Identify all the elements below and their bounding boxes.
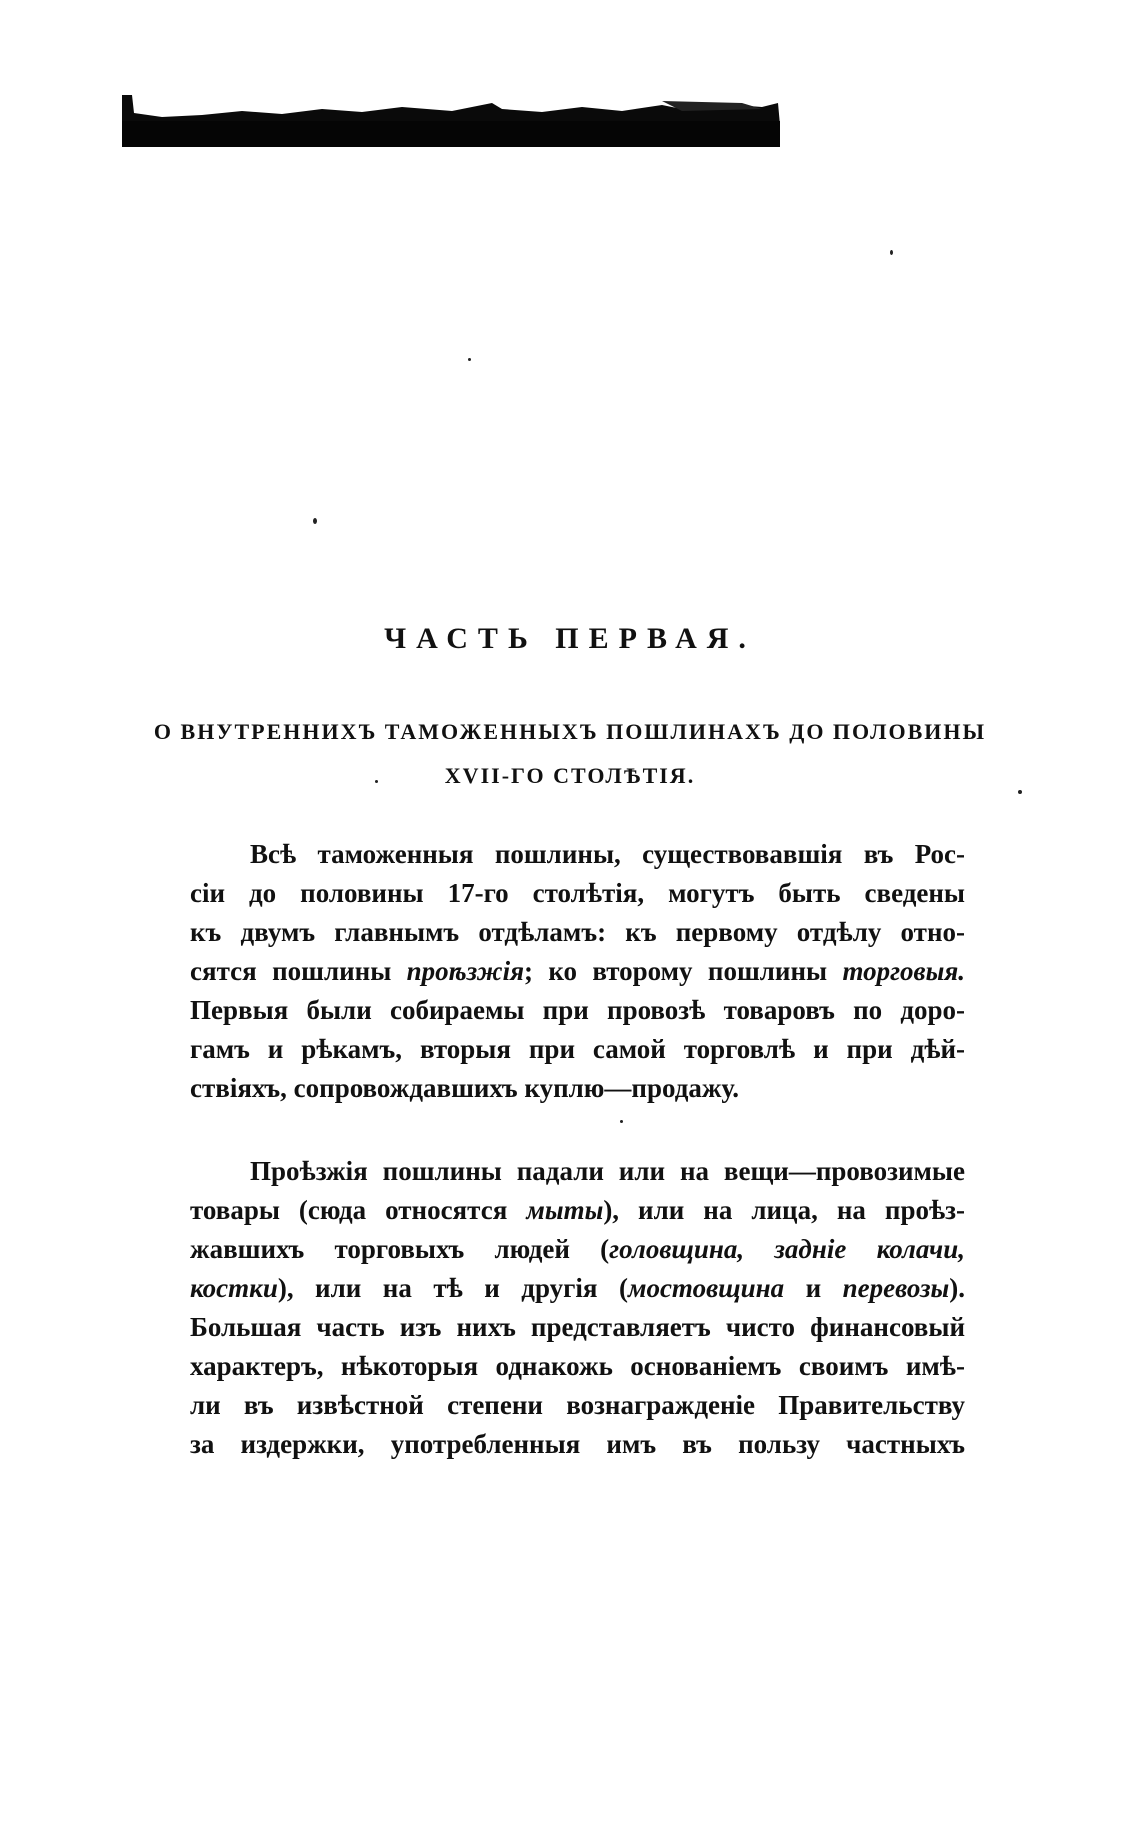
italic-term: проѣзжія [406,956,524,986]
text-line: ли въ извѣстной степени вознагражденіе Правительству [190,1390,965,1420]
section-heading-line1: О ВНУТРЕННИХЪ ТАМОЖЕННЫХЪ ПОШЛИНАХЪ ДО ПОЛОВИНЫ [153,719,987,744]
text-run: ), или на лица, на проѣз- [603,1195,965,1225]
italic-term: торговыя. [842,956,966,986]
paragraph-2 [190,1152,965,1464]
text-line: за издержки, употребленныя имъ въ пользу частныхъ [190,1429,965,1459]
text-line: Первыя были собираемы при провозѣ товаровъ по доро- [190,995,965,1025]
text-run: ; ко второму пошлины [523,956,843,986]
text-run: ), или на тѣ и другія ( [277,1273,628,1303]
text-run: и [784,1273,843,1303]
italic-term: мыты [526,1195,604,1225]
text-line: Всѣ таможенныя пошлины, существовавшія въ Рос- [250,839,965,869]
italic-term: перевозы [842,1273,950,1303]
text-line: сіи до половины 17-го столѣтія, могутъ быть сведены [190,878,965,908]
text-line [190,1230,965,1269]
text-run: ). [949,1273,966,1303]
print-speck [468,358,471,361]
italic-term: головщина, задніе колачи, [609,1234,965,1264]
print-speck [313,518,317,524]
section-heading-line2: XVII-ГО СТОЛѢТІЯ. [444,763,696,788]
text-line: къ двумъ главнымъ отдѣламъ: къ первому отдѣлу отно- [190,917,965,947]
text-line: Большая часть изъ нихъ представляетъ чисто финансовый [190,1312,965,1342]
italic-term: костки [190,1273,278,1303]
header-ornament [122,95,780,147]
text-line [190,1269,965,1308]
text-line: характеръ, нѣкоторыя однакожь основаніемъ своимъ имѣ- [190,1351,965,1381]
print-speck [620,1120,623,1123]
text-line: гамъ и рѣкамъ, вторыя при самой торговлѣ и при дѣй- [190,1034,965,1064]
text-run: сятся пошлины [190,956,407,986]
print-speck [890,250,893,255]
text-line: Проѣзжія пошлины падали или на вещи—провозимые [250,1156,965,1186]
text-run: жавшихъ торговыхъ людей ( [190,1234,610,1264]
text-run: товары (сюда относятся [190,1195,527,1225]
italic-term: мостовщина [627,1273,785,1303]
text-line: ствіяхъ, сопровождавшихъ куплю—продажу. [190,1073,739,1103]
print-speck [1018,790,1022,794]
text-line [190,952,965,991]
paragraph-1 [190,835,965,1108]
section-heading [150,710,990,798]
text-line [190,1191,965,1230]
part-title: ЧАСТЬ ПЕРВАЯ. [384,622,756,655]
